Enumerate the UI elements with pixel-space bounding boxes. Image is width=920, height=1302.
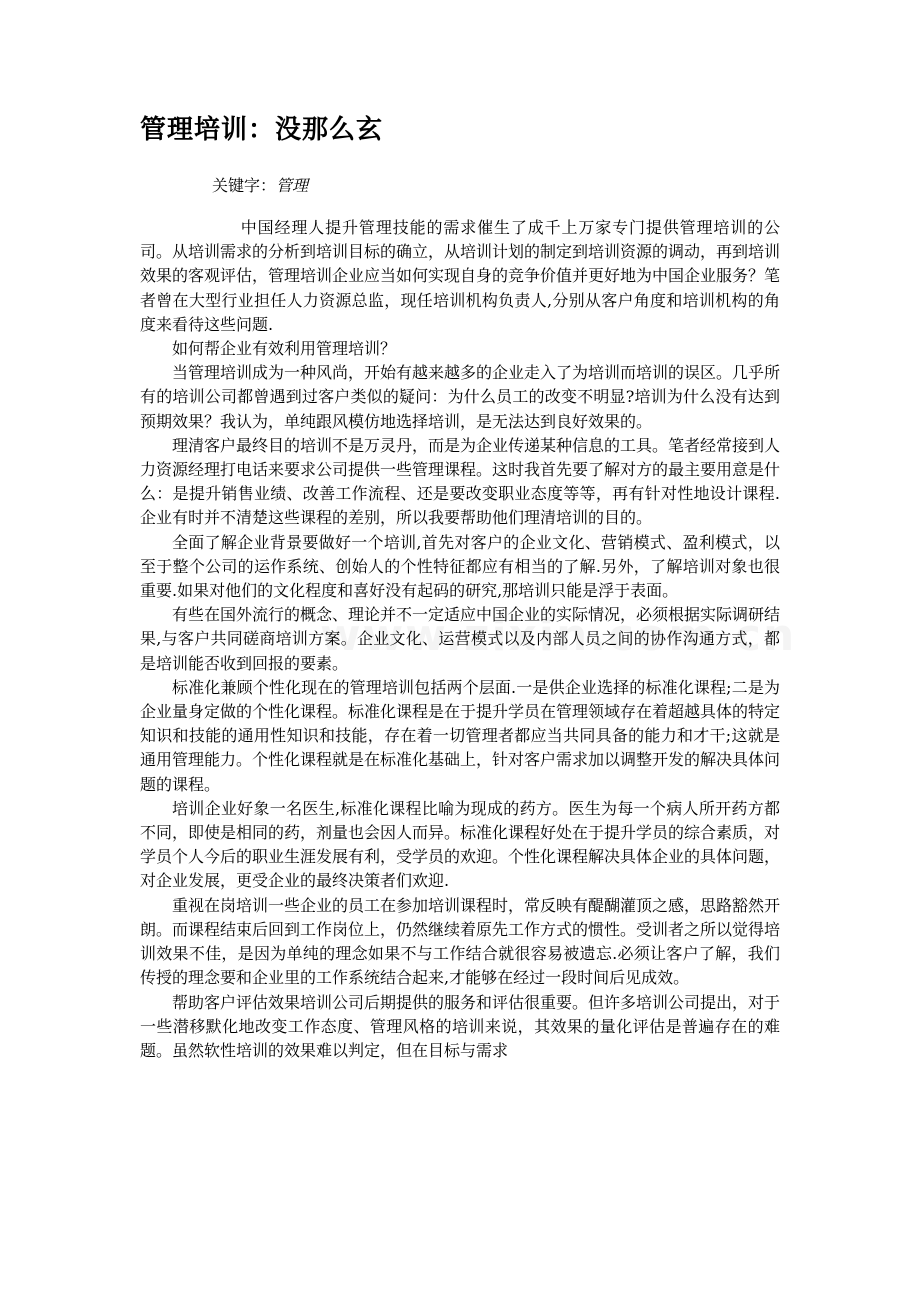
document-body bbox=[140, 216, 780, 1063]
paragraph: 重视在岗培训一些企业的员工在参加培训课程时，常反映有醍醐灌顶之感，思路豁然开朗。而课程结束后回到工作岗位上，仍然继续着原先工作方式的惯性。受训者之所以觉得培训效果不佳，是因为单纯的理念如果不与工作结合就很容易被遗忘.必须让客户了解，我们传授的理念要和企业里的工作系统结合起来,才能够在经过一段时间后见成效。 bbox=[140, 895, 781, 988]
keyword-line bbox=[212, 174, 780, 198]
document-page bbox=[140, 110, 780, 1063]
keyword-label: 关键字： bbox=[212, 176, 277, 195]
paragraph-intro: 中国经理人提升管理技能的需求催生了成千上万家专门提供管理培训的公司。从培训需求的分析到培训目标的确立，从培训计划的制定到培训资源的调动，再到培训效果的客观评估，管理培训企业应当如何实现自身的竞争价值并更好地为中国企业服务？笔者曾在大型行业担任人力资源总监，现任培训机构负责人,分别从客户角度和培训机构的角度来看待这些问题. bbox=[140, 218, 781, 334]
paragraph: 全面了解企业背景要做好一个培训,首先对客户的企业文化、营销模式、盈利模式，以至于整个公司的运作系统、创始人的个性特征都应有相当的了解.另外，了解培训对象也很重要.如果对他们的文化程度和喜好没有起码的研究,那培训只能是浮于表面。 bbox=[140, 532, 780, 601]
paragraph: 标准化兼顾个性化现在的管理培训包括两个层面.一是供企业选择的标准化课程;二是为企业量身定做的个性化课程。标准化课程是在于提升学员在管理领域存在着超越具体的特定知识和技能的通用性知识和技能，存在着一切管理者都应当共同具备的能力和才干;这就是通用管理能力。个性化课程就是在标准化基础上，针对客户需求加以调整开发的解决具体问题的课程。 bbox=[140, 677, 781, 794]
paragraph: 当管理培训成为一种风尚，开始有越来越多的企业走入了为培训而培训的误区。几乎所有的培训公司都曾遇到过客户类似的疑问：为什么员工的改变不明显?培训为什么没有达到预期效果？我认为，单纯跟风模仿地选择培训，是无法达到良好效果的。 bbox=[140, 363, 781, 431]
paragraph: 有些在国外流行的概念、理论并不一定适应中国企业的实际情况，必须根据实际调研结果,与客户共同磋商培训方案。企业文化、运营模式以及内部人员之间的协作沟通方式，都是培训能否收到回报的要素。 bbox=[140, 605, 781, 673]
keyword-value: 管理 bbox=[276, 176, 309, 195]
section-heading: 如何帮企业有效利用管理培训？ bbox=[172, 339, 397, 359]
paragraph: 培训企业好象一名医生,标准化课程比喻为现成的药方。医生为每一个病人所开药方都不同，即使是相同的药，剂量也会因人而异。标准化课程好处在于提升学员的综合素质，对学员个人今后的职业生涯发展有利，受学员的欢迎。个性化课程解决具体企业的具体问题，对企业发展，更受企业的最终决策者们欢迎. bbox=[140, 798, 781, 891]
paragraph: 理清客户最终目的培训不是万灵丹，而是为企业传递某种信息的工具。笔者经常接到人力资源经理打电话来要求公司提供一些管理课程。这时我首先要了解对方的最主要用意是什么：是提升销售业绩、改善工作流程、还是要改变职业态度等等，再有针对性地设计课程.企业有时并不清楚这些课程的差别，所以我要帮助他们理清培训的目的。 bbox=[140, 435, 781, 528]
paragraph: 帮助客户评估效果培训公司后期提供的服务和评估很重要。但许多培训公司提出，对于一些潜移默化地改变工作态度、管理风格的培训来说，其效果的量化评估是普遍存在的难题。虽然软性培训的效果难以判定，但在目标与需求 bbox=[140, 992, 781, 1060]
document-title: 管理培训：没那么玄 bbox=[140, 115, 384, 145]
